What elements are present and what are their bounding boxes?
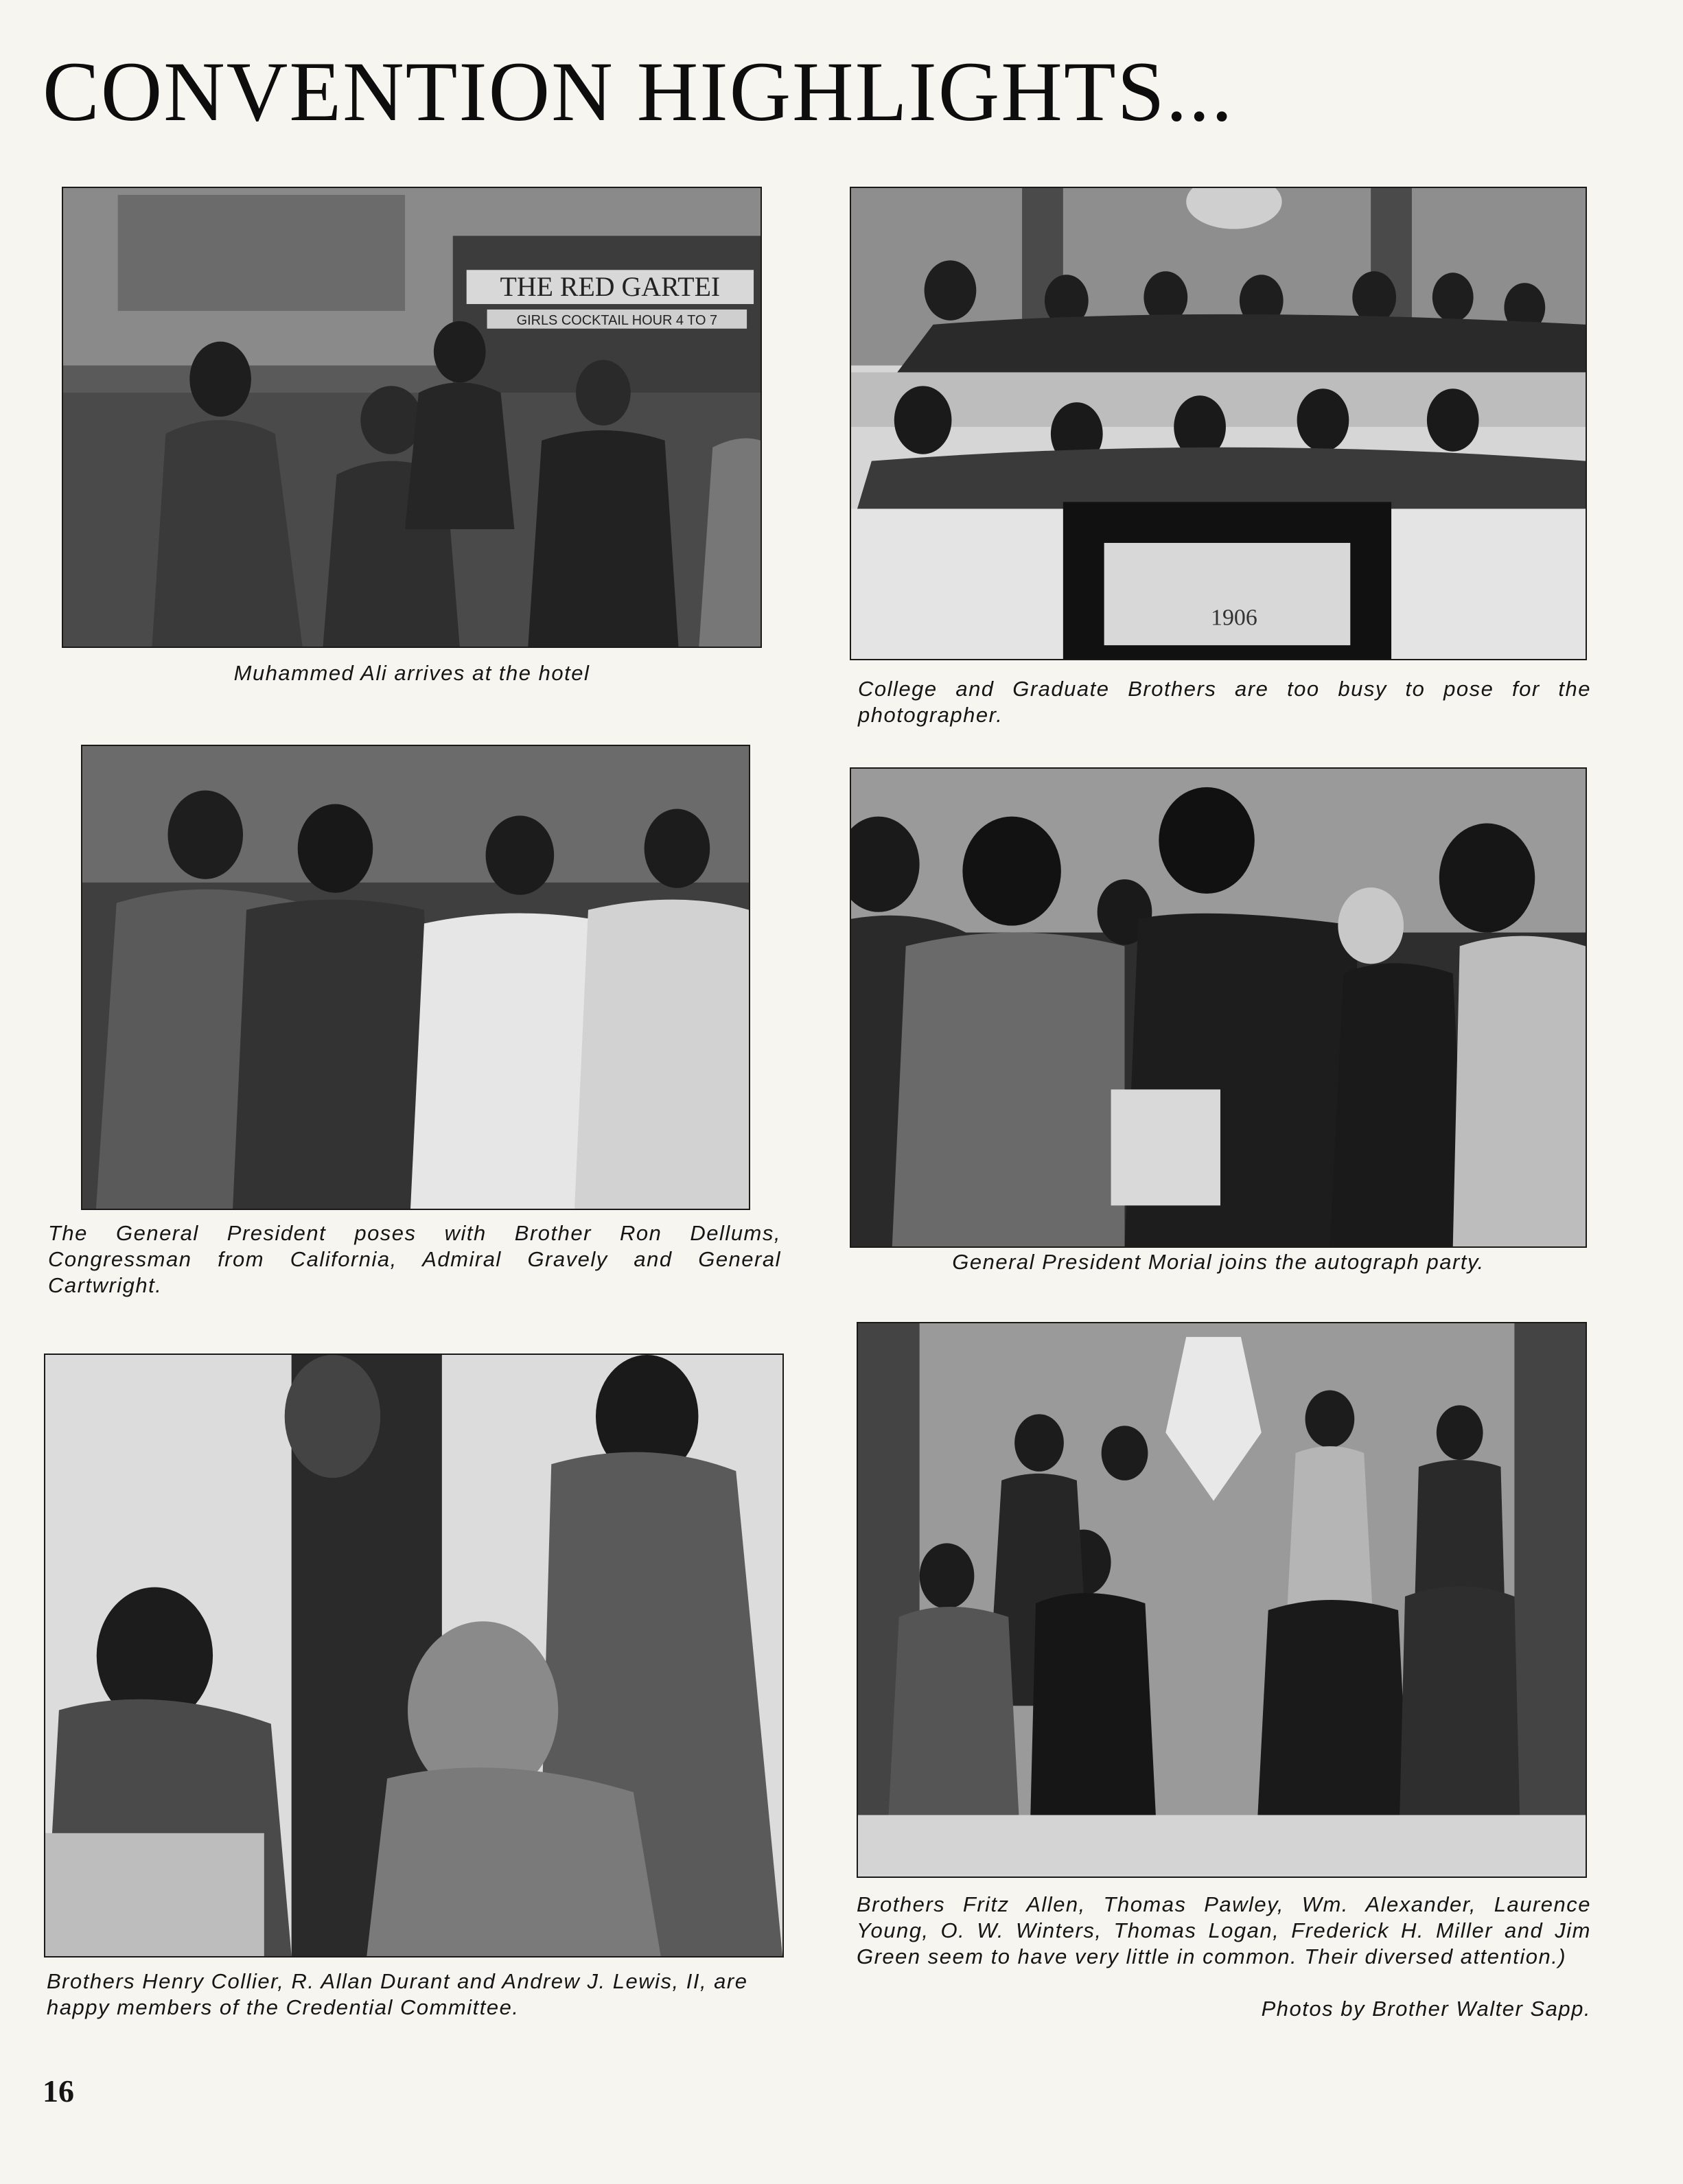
caption-brothers-standing: Brothers Fritz Allen, Thomas Pawley, Wm. Alexander, Laurence Young, O. W. Winters, Thomas Logan, Frederick H. Miller and Jim Green seem to have very little in common. Their diversed attention.) (857, 1892, 1591, 1968)
photo-credential-committee (44, 1354, 784, 1958)
page-title: CONVENTION HIGHLIGHTS... (43, 45, 1234, 139)
photo-ali-arrives (62, 187, 762, 648)
caption-credential-committee: Brothers Henry Collier, R. Allan Durant and Andrew J. Lewis, II, are happy members of the Credential Committee. (47, 1969, 748, 2019)
photo-autograph-party (850, 767, 1587, 1248)
photo-brothers-standing (857, 1322, 1587, 1878)
photo-general-president-poses (81, 745, 750, 1210)
caption-ali-arrives: Muhammed Ali arrives at the hotel (233, 661, 590, 685)
photo-head-table (850, 187, 1587, 660)
caption-general-president-poses: The General President poses with Brother Ron Dellums, Congressman from California, Admiral Gravely and General Cartwright. (48, 1221, 781, 1297)
hotel-sign-subtext: GIRLS COCKTAIL HOUR 4 TO 7 (516, 312, 718, 328)
caption-head-table: College and Graduate Brothers are too busy to pose for the photographer. (858, 677, 1591, 727)
photo-credit: Photos by Brother Walter Sapp. (1261, 1997, 1591, 2021)
page-number: 16 (43, 2073, 74, 2109)
hotel-sign-text: THE RED GARTEI (500, 272, 721, 303)
caption-autograph-party: General President Morial joins the autograph party. (952, 1250, 1485, 1274)
banner-year-text: 1906 (1211, 605, 1257, 631)
